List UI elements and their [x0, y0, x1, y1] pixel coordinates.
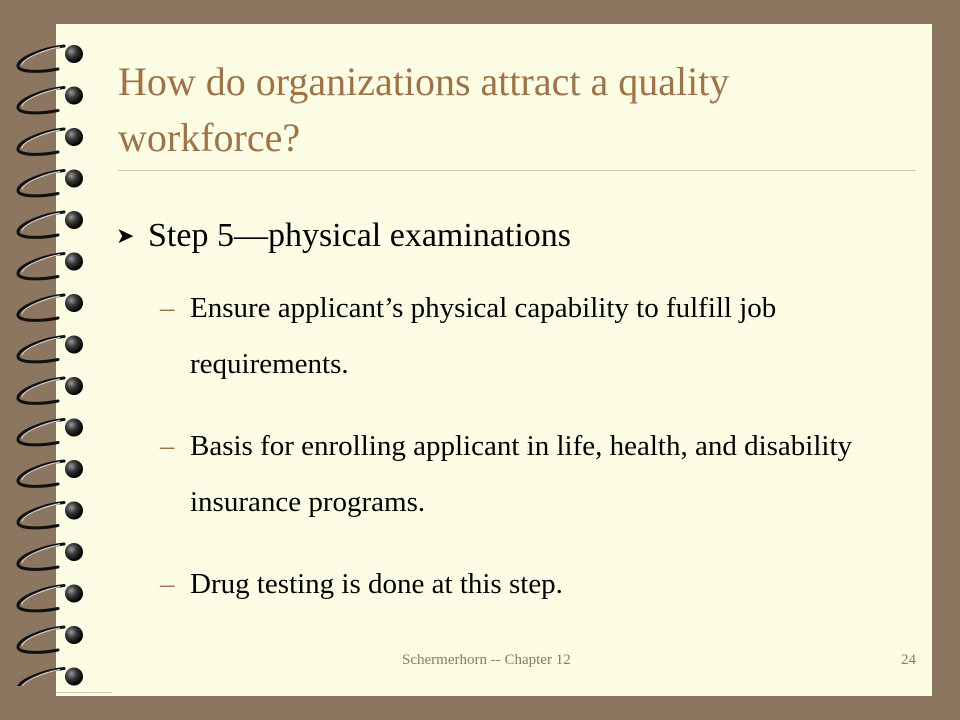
binding-ring [18, 377, 83, 403]
slide-page [56, 24, 932, 696]
binding-ring [18, 460, 83, 486]
sub-bullet-text: Ensure applicant’s physical capability to fulfill job requirements. [190, 292, 777, 380]
binding-ring [18, 585, 83, 611]
sub-bullet-2 [160, 418, 930, 530]
binding-ring [18, 128, 83, 154]
sub-bullet-marker: – [160, 292, 175, 324]
page-number: 24 [901, 652, 916, 668]
slide-footer [56, 652, 932, 670]
binding-ring [18, 668, 83, 687]
binding-ring [18, 45, 83, 71]
title-divider [118, 170, 916, 171]
binding-ring [18, 336, 83, 362]
sub-bullet-marker: – [160, 568, 175, 600]
arrowhead-icon: ➤ [116, 223, 135, 248]
sub-bullet-marker: – [160, 430, 175, 462]
footer-text: Schermerhorn -- Chapter 12 [402, 652, 571, 668]
binding-ring [18, 87, 83, 113]
sub-bullet-1 [160, 280, 930, 392]
binding-ring [18, 170, 83, 196]
binding-ring [18, 419, 83, 445]
footer-divider [56, 692, 112, 693]
main-bullet [116, 212, 571, 260]
binding-ring [18, 626, 83, 652]
main-bullet-text: Step 5—physical examinations [148, 217, 572, 254]
binding-ring [18, 502, 83, 528]
binding-ring [18, 543, 83, 569]
binding-ring [18, 253, 83, 279]
binding-ring [18, 294, 83, 320]
sub-bullet-text: Drug testing is done at this step. [190, 568, 563, 600]
spiral-binding-icon [14, 36, 114, 686]
sub-bullet-3 [160, 556, 930, 612]
binding-ring [18, 211, 83, 237]
sub-bullet-text: Basis for enrolling applicant in life, health, and disability insurance programs. [190, 430, 853, 518]
slide-title: How do organizations attract a quality workforce? [118, 59, 730, 160]
